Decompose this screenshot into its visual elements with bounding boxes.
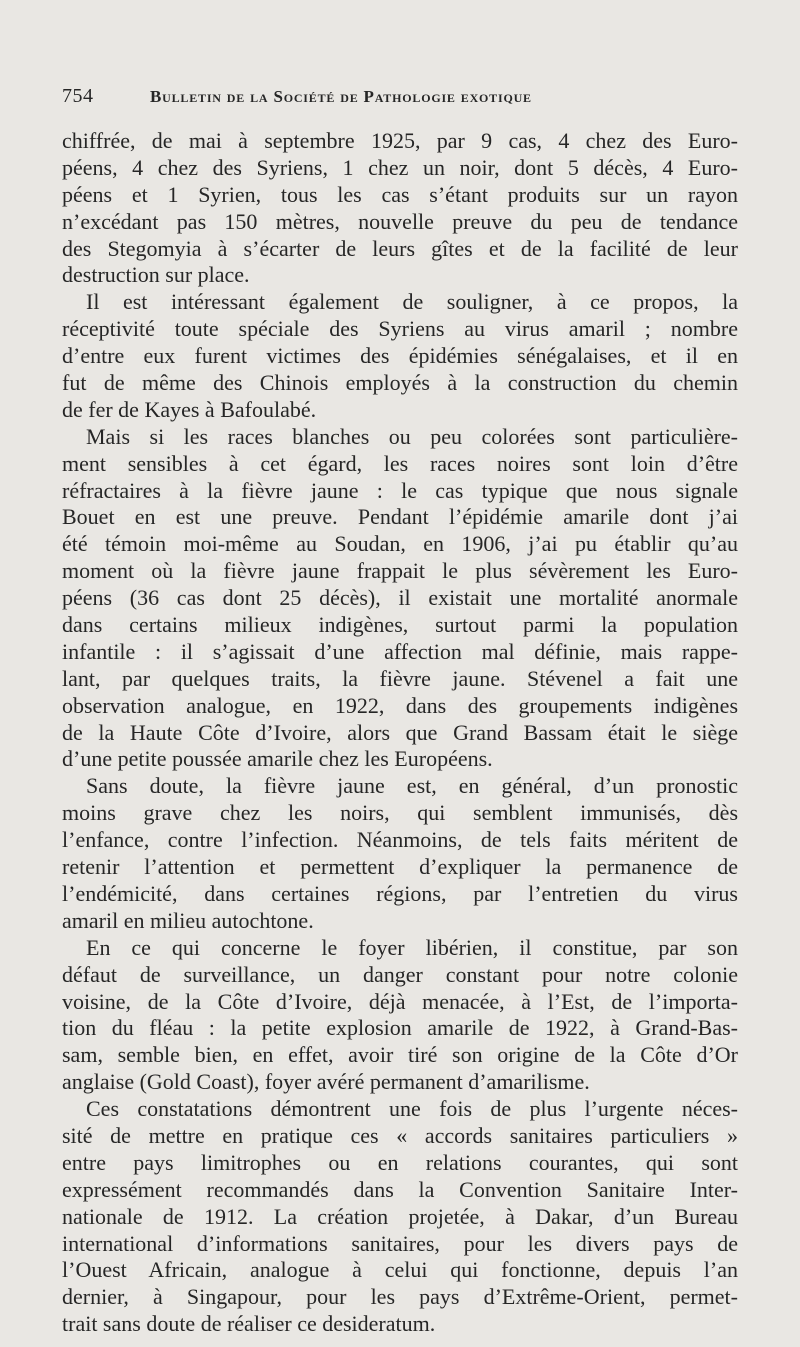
text-line: dans certains milieux indigènes, surtout parmi la population [62, 612, 738, 638]
text-line: de fer de Kayes à Bafoulabé. [62, 396, 317, 422]
text-line: n’excédant pas 150 mètres, nouvelle preuve du peu de tendance [62, 208, 738, 234]
text-line: trait sans doute de réaliser ce desideratum. [62, 1311, 436, 1337]
text-line: amaril en milieu autochtone. [62, 907, 314, 933]
text-line: sité de mettre en pratique ces « accords sanitaires particuliers » [62, 1122, 738, 1148]
text-line: d’entre eux furent victimes des épidémies sénégalaises, et il en [62, 343, 738, 369]
text-line: d’une petite poussée amarile chez les Européens. [62, 746, 493, 772]
text-line: moins grave chez les noirs, qui semblent immunisés, dès [62, 800, 738, 826]
text-line: expressément recommandés dans la Convention Sanitaire Inter- [62, 1176, 738, 1202]
text-line: retenir l’attention et permettent d’expliquer la permanence de [62, 854, 738, 880]
page-header [62, 85, 662, 115]
text-line: l’Ouest Africain, analogue à celui qui fonctionne, depuis l’an [62, 1257, 738, 1283]
text-line: péens, 4 chez des Syriens, 1 chez un noir, dont 5 décès, 4 Euro- [62, 154, 738, 180]
text-line: chiffrée, de mai à septembre 1925, par 9 cas, 4 chez des Euro- [62, 128, 738, 153]
text-line: fut de même des Chinois employés à la construction du chemin [62, 370, 738, 396]
body-text [62, 128, 738, 1338]
text-line: de la Haute Côte d’Ivoire, alors que Grand Bassam était le siège [62, 719, 738, 745]
text-line: dernier, à Singapour, pour les pays d’Extrême-Orient, permet- [62, 1284, 738, 1310]
text-line: réceptivité toute spéciale des Syriens au virus amaril ; nombre [62, 316, 738, 342]
text-line: lant, par quelques traits, la fièvre jaune. Stévenel a fait une [62, 665, 738, 691]
text-line: sam, semble bien, en effet, avoir tiré son origine de la Côte d’Or [62, 1042, 738, 1068]
text-line: été témoin moi-même au Soudan, en 1906, j’ai pu établir qu’au [62, 531, 738, 557]
text-line: Il est intéressant également de souligner, à ce propos, la [86, 289, 738, 315]
running-head: Bulletin de la Société de Pathologie exotique [150, 87, 532, 106]
text-line: des Stegomyia à s’écarter de leurs gîtes et de la facilité de leur [62, 235, 738, 261]
text-line: entre pays limitrophes ou en relations courantes, qui sont [62, 1149, 738, 1175]
text-line: destruction sur place. [62, 262, 250, 288]
text-line: réfractaires à la fièvre jaune : le cas typique que nous signale [62, 477, 738, 503]
text-line: En ce qui concerne le foyer libérien, il constitue, par son [86, 934, 738, 960]
text-line: international d’informations sanitaires, pour les divers pays de [62, 1230, 738, 1256]
text-line: ment sensibles à cet égard, les races noires sont loin d’être [62, 450, 738, 476]
text-line: défaut de surveillance, un danger constant pour notre colonie [62, 961, 738, 987]
text-line: Sans doute, la fièvre jaune est, en général, d’un pronostic [86, 773, 738, 799]
text-line: tion du fléau : la petite explosion amarile de 1922, à Grand-Bas- [62, 1015, 738, 1041]
text-line: Mais si les races blanches ou peu colorées sont particulière- [86, 423, 738, 449]
text-line: voisine, de la Côte d’Ivoire, déjà menacée, à l’Est, de l’importa- [62, 988, 738, 1014]
text-line: Ces constatations démontrent une fois de plus l’urgente néces- [86, 1096, 738, 1122]
text-line: moment où la fièvre jaune frappait le plus sévèrement les Euro- [62, 558, 738, 584]
text-line: l’enfance, contre l’infection. Néanmoins, de tels faits méritent de [62, 827, 738, 853]
text-line: Bouet en est une preuve. Pendant l’épidémie amarile dont j’ai [62, 504, 738, 530]
text-line: péens (36 cas dont 25 décès), il existait une mortalité anormale [62, 585, 738, 611]
text-line: nationale de 1912. La création projetée, à Dakar, d’un Bureau [62, 1203, 738, 1229]
text-line: anglaise (Gold Coast), foyer avéré permanent d’amarilisme. [62, 1069, 590, 1095]
text-line: observation analogue, en 1922, dans des groupements indigènes [62, 692, 738, 718]
text-line: péens et 1 Syrien, tous les cas s’étant produits sur un rayon [62, 181, 738, 207]
page-number: 754 [62, 85, 94, 107]
text-line: l’endémicité, dans certaines régions, par l’entretien du virus [62, 880, 738, 906]
text-line: infantile : il s’agissait d’une affection mal définie, mais rappe- [62, 638, 738, 664]
